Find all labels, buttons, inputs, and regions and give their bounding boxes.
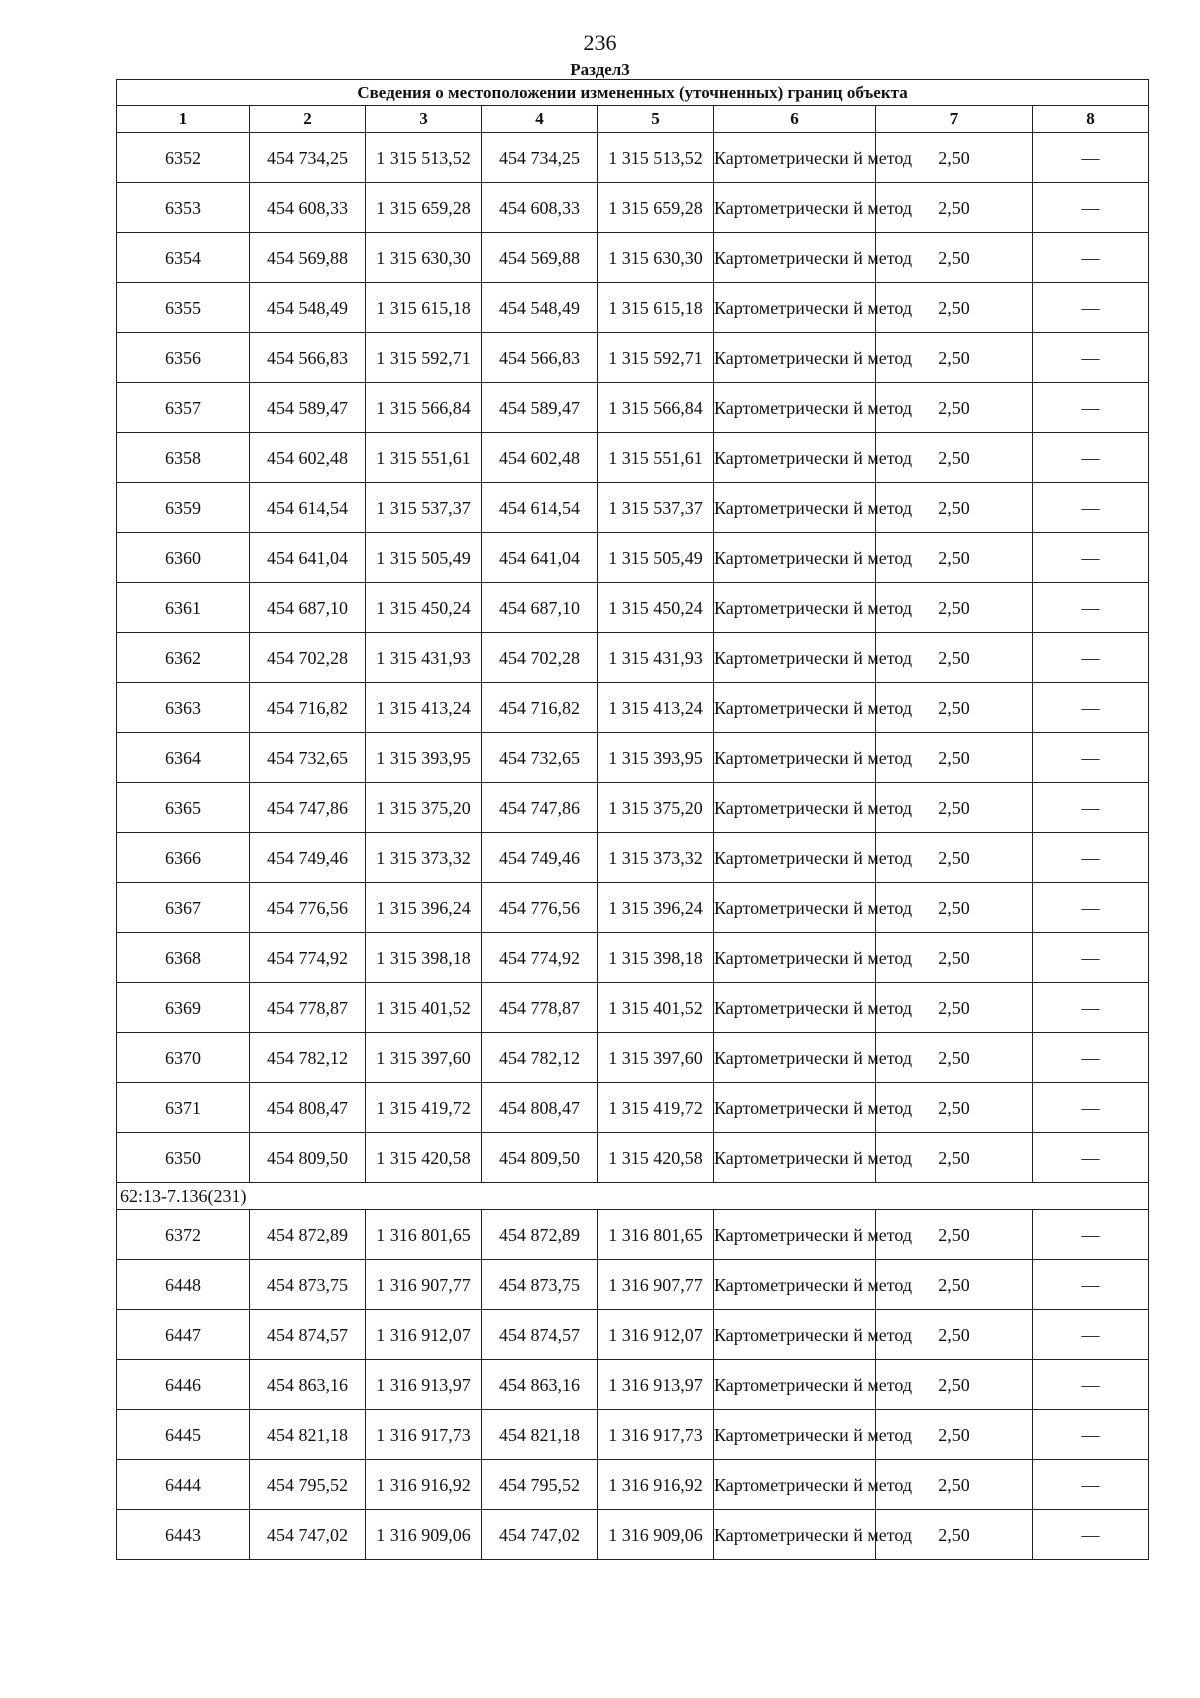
y-refined-cell: 1 315 398,18 <box>598 933 714 983</box>
y-existing-cell: 1 315 450,24 <box>366 583 482 633</box>
y-refined-cell: 1 315 396,24 <box>598 883 714 933</box>
x-existing-cell: 454 732,65 <box>250 733 366 783</box>
x-refined-cell: 454 548,49 <box>482 283 598 333</box>
method-cell: Картометрически й метод <box>714 733 876 783</box>
x-existing-cell: 454 702,28 <box>250 633 366 683</box>
x-refined-cell: 454 702,28 <box>482 633 598 683</box>
column-number-3: 3 <box>366 106 482 133</box>
note-cell: — <box>1033 883 1149 933</box>
x-refined-cell: 454 687,10 <box>482 583 598 633</box>
x-existing-cell: 454 614,54 <box>250 483 366 533</box>
y-refined-cell: 1 315 513,52 <box>598 133 714 183</box>
x-existing-cell: 454 747,86 <box>250 783 366 833</box>
x-refined-cell: 454 795,52 <box>482 1460 598 1510</box>
table-row <box>117 383 1149 433</box>
note-cell: — <box>1033 583 1149 633</box>
x-existing-cell: 454 809,50 <box>250 1133 366 1183</box>
y-existing-cell: 1 315 592,71 <box>366 333 482 383</box>
note-cell: — <box>1033 833 1149 883</box>
table-row <box>117 833 1149 883</box>
accuracy-cell: 2,50 <box>876 533 1033 583</box>
method-cell: Картометрически й метод <box>714 833 876 883</box>
x-refined-cell: 454 747,02 <box>482 1510 598 1560</box>
y-refined-cell: 1 315 659,28 <box>598 183 714 233</box>
point-number-cell: 6356 <box>117 333 250 383</box>
y-existing-cell: 1 316 913,97 <box>366 1360 482 1410</box>
column-number-1: 1 <box>117 106 250 133</box>
y-refined-cell: 1 316 916,92 <box>598 1460 714 1510</box>
y-existing-cell: 1 316 917,73 <box>366 1410 482 1460</box>
table-row <box>117 1210 1149 1260</box>
table-row <box>117 983 1149 1033</box>
section-title: Раздел3 <box>570 60 630 79</box>
method-cell: Картометрически й метод <box>714 433 876 483</box>
method-cell: Картометрически й метод <box>714 933 876 983</box>
method-cell: Картометрически й метод <box>714 883 876 933</box>
y-refined-cell: 1 315 420,58 <box>598 1133 714 1183</box>
y-existing-cell: 1 315 419,72 <box>366 1083 482 1133</box>
x-refined-cell: 454 589,47 <box>482 383 598 433</box>
y-existing-cell: 1 315 551,61 <box>366 433 482 483</box>
note-cell: — <box>1033 133 1149 183</box>
x-refined-cell: 454 641,04 <box>482 533 598 583</box>
x-refined-cell: 454 749,46 <box>482 833 598 883</box>
accuracy-cell: 2,50 <box>876 783 1033 833</box>
accuracy-cell: 2,50 <box>876 883 1033 933</box>
x-existing-cell: 454 872,89 <box>250 1210 366 1260</box>
accuracy-cell: 2,50 <box>876 833 1033 883</box>
table-row <box>117 433 1149 483</box>
table-row <box>117 733 1149 783</box>
point-number-cell: 6444 <box>117 1460 250 1510</box>
column-number-6: 6 <box>714 106 876 133</box>
point-number-cell: 6372 <box>117 1210 250 1260</box>
page-number: 236 <box>583 30 617 55</box>
table-row <box>117 1133 1149 1183</box>
accuracy-cell: 2,50 <box>876 433 1033 483</box>
x-existing-cell: 454 716,82 <box>250 683 366 733</box>
method-cell: Картометрически й метод <box>714 783 876 833</box>
y-refined-cell: 1 315 373,32 <box>598 833 714 883</box>
x-existing-cell: 454 782,12 <box>250 1033 366 1083</box>
x-existing-cell: 454 589,47 <box>250 383 366 433</box>
method-cell: Картометрически й метод <box>714 1510 876 1560</box>
method-cell: Картометрически й метод <box>714 1460 876 1510</box>
y-refined-cell: 1 315 537,37 <box>598 483 714 533</box>
x-existing-cell: 454 873,75 <box>250 1260 366 1310</box>
y-refined-cell: 1 315 592,71 <box>598 333 714 383</box>
note-cell: — <box>1033 533 1149 583</box>
accuracy-cell: 2,50 <box>876 1510 1033 1560</box>
method-cell: Картометрически й метод <box>714 1210 876 1260</box>
x-refined-cell: 454 734,25 <box>482 133 598 183</box>
point-number-cell: 6360 <box>117 533 250 583</box>
column-number-7: 7 <box>876 106 1033 133</box>
x-existing-cell: 454 749,46 <box>250 833 366 883</box>
y-refined-cell: 1 315 397,60 <box>598 1033 714 1083</box>
method-cell: Картометрически й метод <box>714 1360 876 1410</box>
accuracy-cell: 2,50 <box>876 933 1033 983</box>
note-cell: — <box>1033 1460 1149 1510</box>
note-cell: — <box>1033 1360 1149 1410</box>
method-cell: Картометрически й метод <box>714 533 876 583</box>
table-row <box>117 1360 1149 1410</box>
x-refined-cell: 454 873,75 <box>482 1260 598 1310</box>
note-cell: — <box>1033 333 1149 383</box>
point-number-cell: 6359 <box>117 483 250 533</box>
x-refined-cell: 454 863,16 <box>482 1360 598 1410</box>
point-number-cell: 6358 <box>117 433 250 483</box>
boundary-table <box>116 79 1149 1560</box>
accuracy-cell: 2,50 <box>876 1083 1033 1133</box>
column-number-4: 4 <box>482 106 598 133</box>
note-cell: — <box>1033 283 1149 333</box>
x-existing-cell: 454 821,18 <box>250 1410 366 1460</box>
note-cell: — <box>1033 783 1149 833</box>
y-refined-cell: 1 315 419,72 <box>598 1083 714 1133</box>
accuracy-cell: 2,50 <box>876 733 1033 783</box>
point-number-cell: 6357 <box>117 383 250 433</box>
group-label-row <box>117 1183 1149 1210</box>
method-cell: Картометрически й метод <box>714 483 876 533</box>
x-refined-cell: 454 776,56 <box>482 883 598 933</box>
y-existing-cell: 1 316 801,65 <box>366 1210 482 1260</box>
point-number-cell: 6364 <box>117 733 250 783</box>
y-existing-cell: 1 315 431,93 <box>366 633 482 683</box>
accuracy-cell: 2,50 <box>876 233 1033 283</box>
point-number-cell: 6370 <box>117 1033 250 1083</box>
point-number-cell: 6352 <box>117 133 250 183</box>
x-existing-cell: 454 863,16 <box>250 1360 366 1410</box>
point-number-cell: 6371 <box>117 1083 250 1133</box>
x-existing-cell: 454 569,88 <box>250 233 366 283</box>
y-refined-cell: 1 315 413,24 <box>598 683 714 733</box>
table-row <box>117 1310 1149 1360</box>
y-existing-cell: 1 315 615,18 <box>366 283 482 333</box>
method-cell: Картометрически й метод <box>714 333 876 383</box>
table-row <box>117 783 1149 833</box>
table-row <box>117 133 1149 183</box>
y-existing-cell: 1 315 659,28 <box>366 183 482 233</box>
x-existing-cell: 454 776,56 <box>250 883 366 933</box>
accuracy-cell: 2,50 <box>876 333 1033 383</box>
method-cell: Картометрически й метод <box>714 583 876 633</box>
x-refined-cell: 454 774,92 <box>482 933 598 983</box>
note-cell: — <box>1033 433 1149 483</box>
x-refined-cell: 454 782,12 <box>482 1033 598 1083</box>
x-refined-cell: 454 602,48 <box>482 433 598 483</box>
x-refined-cell: 454 872,89 <box>482 1210 598 1260</box>
accuracy-cell: 2,50 <box>876 383 1033 433</box>
accuracy-cell: 2,50 <box>876 983 1033 1033</box>
y-existing-cell: 1 315 397,60 <box>366 1033 482 1083</box>
y-existing-cell: 1 316 916,92 <box>366 1460 482 1510</box>
y-refined-cell: 1 315 566,84 <box>598 383 714 433</box>
point-number-cell: 6355 <box>117 283 250 333</box>
table-row <box>117 1460 1149 1510</box>
note-cell: — <box>1033 1260 1149 1310</box>
x-existing-cell: 454 602,48 <box>250 433 366 483</box>
y-refined-cell: 1 315 551,61 <box>598 433 714 483</box>
y-existing-cell: 1 315 398,18 <box>366 933 482 983</box>
point-number-cell: 6443 <box>117 1510 250 1560</box>
method-cell: Картометрически й метод <box>714 983 876 1033</box>
point-number-cell: 6350 <box>117 1133 250 1183</box>
note-cell: — <box>1033 1083 1149 1133</box>
note-cell: — <box>1033 1033 1149 1083</box>
table-row <box>117 233 1149 283</box>
x-existing-cell: 454 566,83 <box>250 333 366 383</box>
table-row <box>117 933 1149 983</box>
note-cell: — <box>1033 183 1149 233</box>
table-body <box>117 133 1149 1560</box>
y-refined-cell: 1 316 912,07 <box>598 1310 714 1360</box>
accuracy-cell: 2,50 <box>876 1033 1033 1083</box>
y-refined-cell: 1 315 375,20 <box>598 783 714 833</box>
table-caption: Сведения о местоположении измененных (уточненных) границ объекта <box>117 80 1149 106</box>
column-number-8: 8 <box>1033 106 1149 133</box>
x-refined-cell: 454 821,18 <box>482 1410 598 1460</box>
accuracy-cell: 2,50 <box>876 583 1033 633</box>
x-existing-cell: 454 641,04 <box>250 533 366 583</box>
y-existing-cell: 1 315 375,20 <box>366 783 482 833</box>
table-row <box>117 1510 1149 1560</box>
accuracy-cell: 2,50 <box>876 483 1033 533</box>
table-row <box>117 633 1149 683</box>
x-refined-cell: 454 569,88 <box>482 233 598 283</box>
note-cell: — <box>1033 983 1149 1033</box>
method-cell: Картометрически й метод <box>714 1133 876 1183</box>
note-cell: — <box>1033 1210 1149 1260</box>
x-refined-cell: 454 566,83 <box>482 333 598 383</box>
y-refined-cell: 1 315 630,30 <box>598 233 714 283</box>
y-existing-cell: 1 316 907,77 <box>366 1260 482 1310</box>
point-number-cell: 6445 <box>117 1410 250 1460</box>
table-row <box>117 1410 1149 1460</box>
x-refined-cell: 454 732,65 <box>482 733 598 783</box>
point-number-cell: 6365 <box>117 783 250 833</box>
method-cell: Картометрически й метод <box>714 683 876 733</box>
x-existing-cell: 454 774,92 <box>250 933 366 983</box>
method-cell: Картометрически й метод <box>714 233 876 283</box>
table-row <box>117 283 1149 333</box>
point-number-cell: 6369 <box>117 983 250 1033</box>
accuracy-cell: 2,50 <box>876 1260 1033 1310</box>
y-existing-cell: 1 315 393,95 <box>366 733 482 783</box>
table-row <box>117 883 1149 933</box>
method-cell: Картометрически й метод <box>714 183 876 233</box>
x-existing-cell: 454 808,47 <box>250 1083 366 1133</box>
note-cell: — <box>1033 633 1149 683</box>
column-number-row <box>117 106 1149 133</box>
method-cell: Картометрически й метод <box>714 383 876 433</box>
y-refined-cell: 1 315 401,52 <box>598 983 714 1033</box>
y-refined-cell: 1 316 801,65 <box>598 1210 714 1260</box>
y-refined-cell: 1 315 450,24 <box>598 583 714 633</box>
x-existing-cell: 454 747,02 <box>250 1510 366 1560</box>
method-cell: Картометрически й метод <box>714 133 876 183</box>
method-cell: Картометрически й метод <box>714 283 876 333</box>
y-existing-cell: 1 315 505,49 <box>366 533 482 583</box>
y-refined-cell: 1 315 393,95 <box>598 733 714 783</box>
group-label: 62:13-7.136(231) <box>117 1183 1149 1210</box>
table-row <box>117 183 1149 233</box>
y-existing-cell: 1 316 912,07 <box>366 1310 482 1360</box>
method-cell: Картометрически й метод <box>714 1033 876 1083</box>
note-cell: — <box>1033 1510 1149 1560</box>
x-existing-cell: 454 874,57 <box>250 1310 366 1360</box>
x-existing-cell: 454 608,33 <box>250 183 366 233</box>
method-cell: Картометрически й метод <box>714 1260 876 1310</box>
point-number-cell: 6368 <box>117 933 250 983</box>
note-cell: — <box>1033 683 1149 733</box>
accuracy-cell: 2,50 <box>876 283 1033 333</box>
x-existing-cell: 454 795,52 <box>250 1460 366 1510</box>
y-refined-cell: 1 315 431,93 <box>598 633 714 683</box>
x-existing-cell: 454 548,49 <box>250 283 366 333</box>
y-existing-cell: 1 315 401,52 <box>366 983 482 1033</box>
x-refined-cell: 454 747,86 <box>482 783 598 833</box>
note-cell: — <box>1033 1410 1149 1460</box>
method-cell: Картометрически й метод <box>714 1083 876 1133</box>
point-number-cell: 6354 <box>117 233 250 283</box>
table-row <box>117 683 1149 733</box>
accuracy-cell: 2,50 <box>876 1360 1033 1410</box>
accuracy-cell: 2,50 <box>876 1310 1033 1360</box>
accuracy-cell: 2,50 <box>876 1210 1033 1260</box>
method-cell: Картометрически й метод <box>714 1410 876 1460</box>
note-cell: — <box>1033 383 1149 433</box>
point-number-cell: 6353 <box>117 183 250 233</box>
y-existing-cell: 1 316 909,06 <box>366 1510 482 1560</box>
y-refined-cell: 1 315 505,49 <box>598 533 714 583</box>
point-number-cell: 6363 <box>117 683 250 733</box>
accuracy-cell: 2,50 <box>876 683 1033 733</box>
note-cell: — <box>1033 483 1149 533</box>
point-number-cell: 6447 <box>117 1310 250 1360</box>
y-existing-cell: 1 315 396,24 <box>366 883 482 933</box>
point-number-cell: 6367 <box>117 883 250 933</box>
accuracy-cell: 2,50 <box>876 1410 1033 1460</box>
method-cell: Картометрически й метод <box>714 633 876 683</box>
y-existing-cell: 1 315 537,37 <box>366 483 482 533</box>
note-cell: — <box>1033 1310 1149 1360</box>
y-existing-cell: 1 315 630,30 <box>366 233 482 283</box>
point-number-cell: 6448 <box>117 1260 250 1310</box>
point-number-cell: 6366 <box>117 833 250 883</box>
accuracy-cell: 2,50 <box>876 183 1033 233</box>
accuracy-cell: 2,50 <box>876 1460 1033 1510</box>
accuracy-cell: 2,50 <box>876 633 1033 683</box>
table-row <box>117 1033 1149 1083</box>
table-row <box>117 483 1149 533</box>
note-cell: — <box>1033 233 1149 283</box>
point-number-cell: 6446 <box>117 1360 250 1410</box>
accuracy-cell: 2,50 <box>876 133 1033 183</box>
note-cell: — <box>1033 933 1149 983</box>
x-refined-cell: 454 874,57 <box>482 1310 598 1360</box>
x-existing-cell: 454 734,25 <box>250 133 366 183</box>
table-row <box>117 533 1149 583</box>
y-existing-cell: 1 315 513,52 <box>366 133 482 183</box>
note-cell: — <box>1033 733 1149 783</box>
y-refined-cell: 1 316 909,06 <box>598 1510 714 1560</box>
y-refined-cell: 1 316 907,77 <box>598 1260 714 1310</box>
column-number-2: 2 <box>250 106 366 133</box>
table-row <box>117 1260 1149 1310</box>
y-existing-cell: 1 315 413,24 <box>366 683 482 733</box>
y-refined-cell: 1 315 615,18 <box>598 283 714 333</box>
x-existing-cell: 454 687,10 <box>250 583 366 633</box>
column-number-5: 5 <box>598 106 714 133</box>
y-existing-cell: 1 315 373,32 <box>366 833 482 883</box>
x-existing-cell: 454 778,87 <box>250 983 366 1033</box>
table-row <box>117 333 1149 383</box>
y-refined-cell: 1 316 913,97 <box>598 1360 714 1410</box>
x-refined-cell: 454 778,87 <box>482 983 598 1033</box>
method-cell: Картометрически й метод <box>714 1310 876 1360</box>
x-refined-cell: 454 809,50 <box>482 1133 598 1183</box>
point-number-cell: 6361 <box>117 583 250 633</box>
point-number-cell: 6362 <box>117 633 250 683</box>
table-row <box>117 583 1149 633</box>
y-existing-cell: 1 315 420,58 <box>366 1133 482 1183</box>
y-refined-cell: 1 316 917,73 <box>598 1410 714 1460</box>
x-refined-cell: 454 608,33 <box>482 183 598 233</box>
y-existing-cell: 1 315 566,84 <box>366 383 482 433</box>
x-refined-cell: 454 716,82 <box>482 683 598 733</box>
x-refined-cell: 454 808,47 <box>482 1083 598 1133</box>
x-refined-cell: 454 614,54 <box>482 483 598 533</box>
note-cell: — <box>1033 1133 1149 1183</box>
accuracy-cell: 2,50 <box>876 1133 1033 1183</box>
table-row <box>117 1083 1149 1133</box>
